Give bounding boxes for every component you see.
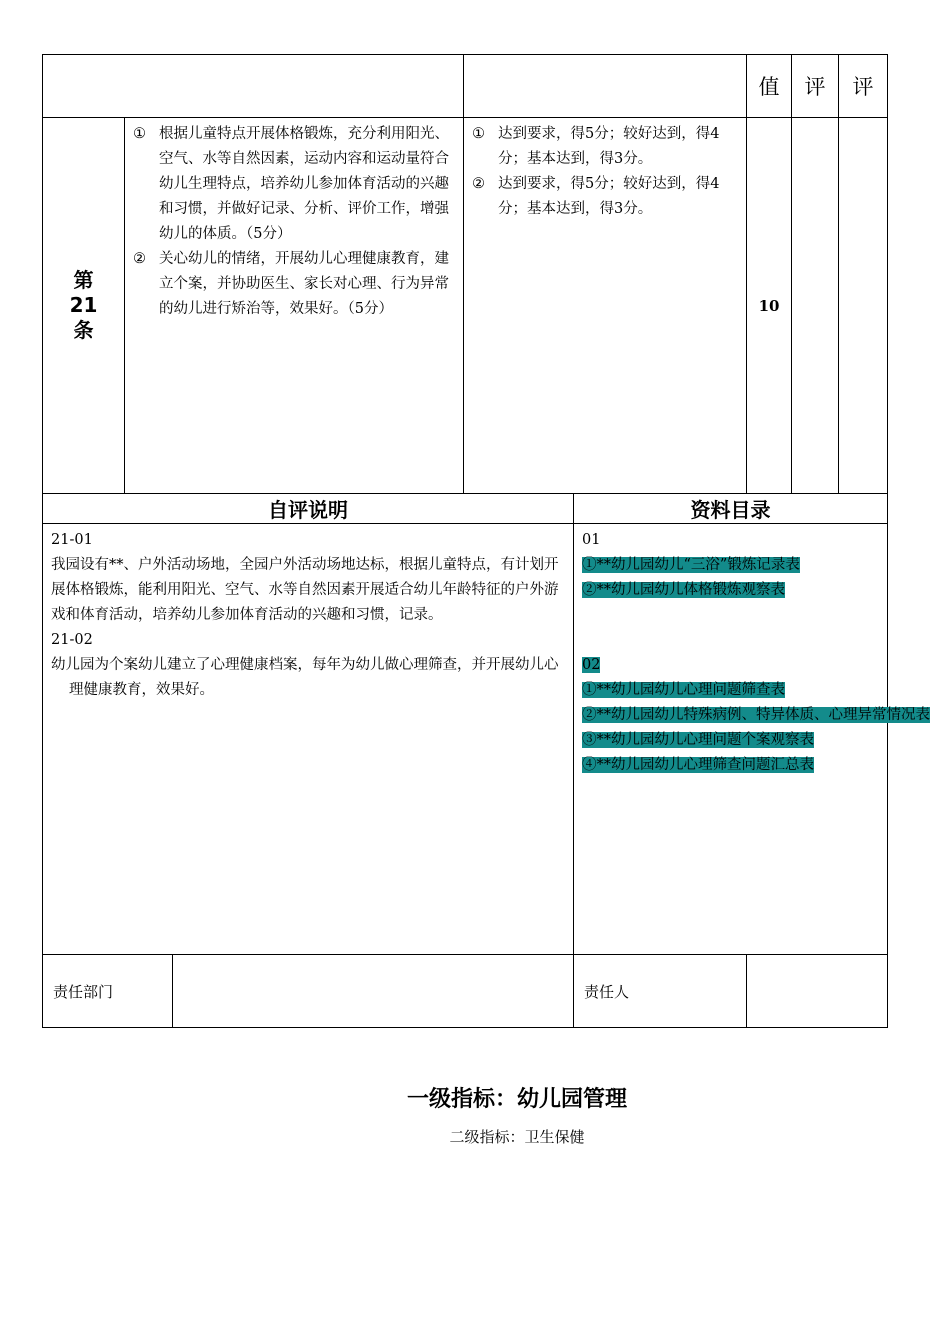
score-value: 10 [747, 118, 792, 494]
material-item: ④**幼儿园幼儿心理筛查问题汇总表 [582, 757, 815, 773]
self-eval-code-1: 21-01 [51, 532, 93, 548]
secondary-indicator-title: 二级指标：卫生保健 [449, 1128, 585, 1146]
criteria-item [472, 122, 738, 172]
materials-content [574, 524, 931, 955]
section-title-row [43, 494, 888, 524]
eval-cell-2 [839, 118, 888, 494]
materials-group-1-code: 01 [582, 532, 601, 548]
standard-num: ② [133, 251, 146, 267]
standard-text: 根据儿童特点开展体格锻炼，充分利用阳光、空气、水等自然因素，运动内容和运动量符合幼儿生理特点，培养幼儿参加体育活动的兴趣和习惯，并做好记录、分析、评价工作，增强幼儿的体质。（5分） [159, 126, 449, 242]
responsibility-row [43, 955, 888, 1028]
article-number [43, 118, 125, 494]
criteria-text: 达到要求，得5分；较好达到，得4分；基本达到，得3分。 [498, 176, 720, 217]
materials-group-2-code: 02 [582, 657, 601, 673]
materials-title: 资料目录 [574, 494, 888, 524]
eval-cell-1 [792, 118, 839, 494]
header-blank-left [43, 55, 464, 118]
primary-indicator-title: 一级指标：幼儿园管理 [406, 1087, 627, 1112]
article-row [43, 118, 888, 494]
criteria-text: 达到要求，得5分；较好达到，得4分；基本达到，得3分。 [498, 126, 720, 167]
dept-label: 责任部门 [43, 955, 173, 1028]
dept-value [173, 955, 574, 1028]
material-item: ③**幼儿园幼儿心理问题个案观察表 [582, 732, 815, 748]
material-item: ①**幼儿园幼儿心理问题筛查表 [582, 682, 786, 698]
standard-item [133, 247, 455, 322]
person-label: 责任人 [574, 955, 747, 1028]
header-blank-middle [464, 55, 747, 118]
person-value [747, 955, 888, 1028]
self-eval-code-2: 21-02 [51, 632, 93, 648]
material-item: ①**幼儿园幼儿“三浴”锻炼记录表 [582, 557, 800, 573]
material-item: ②**幼儿园幼儿特殊病例、特异体质、心理异常情况表 [582, 707, 931, 723]
table-header-row [43, 55, 888, 118]
criteria-num: ① [472, 126, 486, 142]
criteria-num: ② [472, 176, 486, 192]
material-item: ②**幼儿园幼儿体格锻炼观察表 [582, 582, 786, 598]
self-eval-paragraph-2: 幼儿园为个案幼儿建立了心理健康档案，每年为幼儿做心理筛查，并开展幼儿心理健康教育，效果好。 [51, 657, 559, 698]
header-eval-2: 评 [839, 55, 888, 118]
criteria-item [472, 172, 738, 222]
header-value: 值 [747, 55, 792, 118]
content-row [43, 524, 888, 955]
standard-text: 关心幼儿的情绪，开展幼儿心理健康教育，建立个案，并协助医生、家长对心理、行为异常的幼儿进行矫治等，效果好。（5分） [159, 251, 449, 317]
article-line-3: 条 [73, 318, 94, 342]
standard-num: ① [133, 126, 146, 142]
self-eval-content [43, 524, 574, 955]
standard-item [133, 122, 455, 247]
evaluation-table [42, 54, 931, 1028]
standards-cell [125, 118, 464, 494]
criteria-cell [464, 118, 747, 494]
article-line-2: 21 [69, 293, 98, 317]
article-line-1: 第 [73, 268, 94, 292]
self-eval-paragraph-1: 我园设有**、户外活动场地，全园户外活动场地达标，根据儿童特点，有计划开展体格锻炼，能利用阳光、空气、水等自然因素开展适合幼儿年龄特征的户外游戏和体育活动，培养幼儿参加体育活动的兴趣和习惯，记录。 [51, 557, 559, 623]
header-eval-1: 评 [792, 55, 839, 118]
self-eval-title: 自评说明 [43, 494, 574, 524]
